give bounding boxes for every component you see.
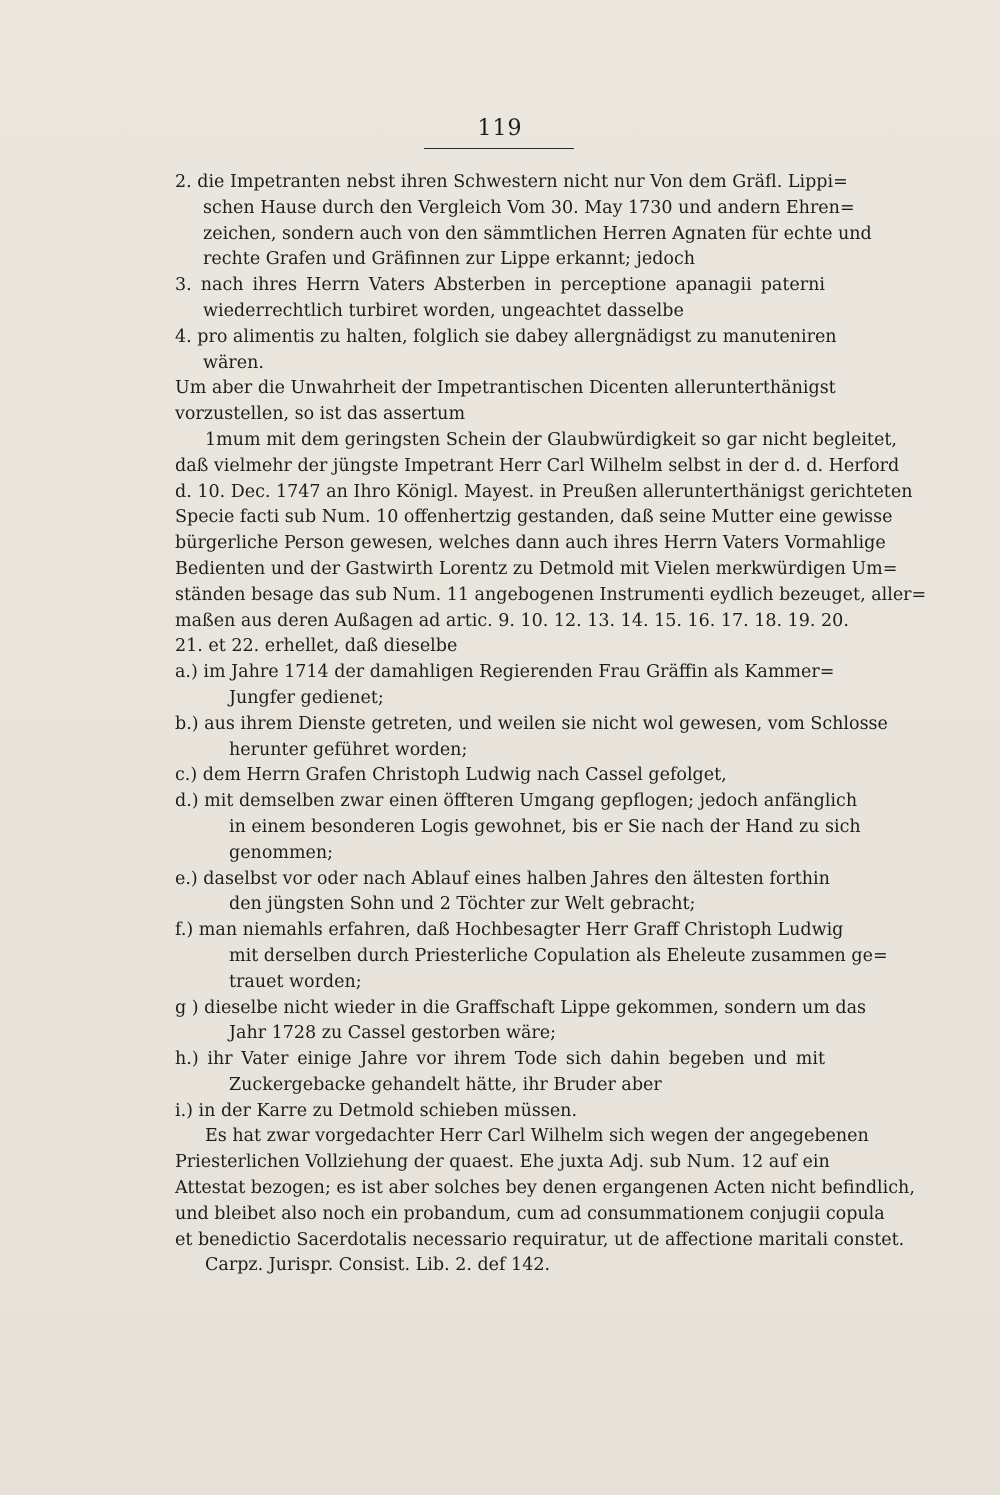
text-line: 3. nach ihres Herrn Vaters Absterben in perceptione apanagii paterni <box>175 275 825 296</box>
text-line: g ) dieselbe nicht wieder in die Graffschaft Lippe gekommen, sondern um das <box>175 997 867 1018</box>
text-line: Jungfer gedienet; <box>229 687 384 708</box>
text-line: genommen; <box>229 842 334 863</box>
text-line: Bedienten und der Gastwirth Lorentz zu Detmold mit Vielen merkwürdigen Um= <box>175 558 898 579</box>
text-line: 1mum mit dem geringsten Schein der Glaubwürdigkeit so gar nicht begleitet, <box>205 429 897 450</box>
text-line: Priesterlichen Vollziehung der quaest. Ehe juxta Adj. sub Num. 12 auf ein <box>175 1152 830 1173</box>
text-line: b.) aus ihrem Dienste getreten, und weilen sie nicht wol gewesen, vom Schlosse <box>175 713 888 734</box>
text-line: vorzustellen, so ist das assertum <box>175 404 466 425</box>
text-line: ständen besage das sub Num. 11 angebogenen Instrumenti eydlich bezeuget, aller= <box>175 584 927 605</box>
text-line: Es hat zwar vorgedachter Herr Carl Wilhelm sich wegen der angegebenen <box>205 1126 869 1147</box>
text-line: maßen aus deren Außagen ad artic. 9. 10. 12. 13. 14. 15. 16. 17. 18. 19. 20. <box>175 610 849 631</box>
text-line: rechte Grafen und Gräfinnen zur Lippe erkannt; jedoch <box>203 249 696 270</box>
text-line: wären. <box>203 352 264 373</box>
text-line: Um aber die Unwahrheit der Impetrantischen Dicenten allerunterthänigst <box>175 378 836 399</box>
text-line: herunter geführet worden; <box>229 739 468 760</box>
header-rule <box>424 148 574 149</box>
body-text <box>175 170 927 1279</box>
text-line: i.) in der Karre zu Detmold schieben müssen. <box>175 1100 578 1121</box>
text-line: wiederrechtlich turbiret worden, ungeachtet dasselbe <box>203 300 684 321</box>
text-line: f.) man niemahls erfahren, daß Hochbesagter Herr Graff Christoph Ludwig <box>175 920 844 941</box>
text-line: trauet worden; <box>229 971 362 992</box>
text-line: 2. die Impetranten nebst ihren Schwestern nicht nur Von dem Gräfl. Lippi= <box>175 172 848 192</box>
text-line: et benedictio Sacerdotalis necessario requiratur, ut de affectione maritali constet. <box>175 1229 905 1250</box>
text-line: c.) dem Herrn Grafen Christoph Ludwig nach Cassel gefolget, <box>175 765 727 786</box>
text-line: Carpz. Jurispr. Consist. Lib. 2. def 142. <box>205 1255 551 1276</box>
text-line: 4. pro alimentis zu halten, folglich sie dabey allergnädigst zu manuteniren <box>175 326 837 347</box>
text-line: daß vielmehr der jüngste Impetrant Herr Carl Wilhelm selbst in der d. d. Herford <box>175 455 900 476</box>
text-line: 21. et 22. erhellet, daß dieselbe <box>175 636 458 657</box>
text-line: zeichen, sondern auch von den sämmtlichen Herren Agnaten für echte und <box>203 223 872 244</box>
text-line: schen Hause durch den Vergleich Vom 30. May 1730 und andern Ehren= <box>203 197 855 218</box>
text-line: d.) mit demselben zwar einen öffteren Umgang gepflogen; jedoch anfänglich <box>175 791 858 812</box>
text-line: a.) im Jahre 1714 der damahligen Regierenden Frau Gräffin als Kammer= <box>175 662 835 683</box>
text-line: d. 10. Dec. 1747 an Ihro Königl. Mayest. in Preußen allerunterthänigst gerichteten <box>175 481 913 502</box>
text-line: Specie facti sub Num. 10 offenhertzig gestanden, daß seine Mutter eine gewisse <box>175 507 893 528</box>
text-line: e.) daselbst vor oder nach Ablauf eines halben Jahres den ältesten forthin <box>175 868 830 889</box>
text-line: in einem besonderen Logis gewohnet, bis er Sie nach der Hand zu sich <box>229 816 861 837</box>
text-line: und bleibet also noch ein probandum, cum ad consummationem conjugii copula <box>175 1203 885 1224</box>
text-line: mit derselben durch Priesterliche Copulation als Eheleute zusammen ge= <box>229 945 888 966</box>
text-line: bürgerliche Person gewesen, welches dann auch ihres Herrn Vaters Vormahlige <box>175 533 886 554</box>
text-line: Zuckergebacke gehandelt hätte, ihr Bruder aber <box>229 1074 662 1095</box>
text-line: h.) ihr Vater einige Jahre vor ihrem Tode sich dahin begeben und mit <box>175 1049 825 1070</box>
text-line: Attestat bezogen; es ist aber solches bey denen ergangenen Acten nicht befindlich, <box>175 1178 915 1199</box>
text-line: den jüngsten Sohn und 2 Töchter zur Welt gebracht; <box>229 894 696 915</box>
text-line: Jahr 1728 zu Cassel gestorben wäre; <box>229 1023 556 1044</box>
page-number: 119 <box>477 116 523 141</box>
